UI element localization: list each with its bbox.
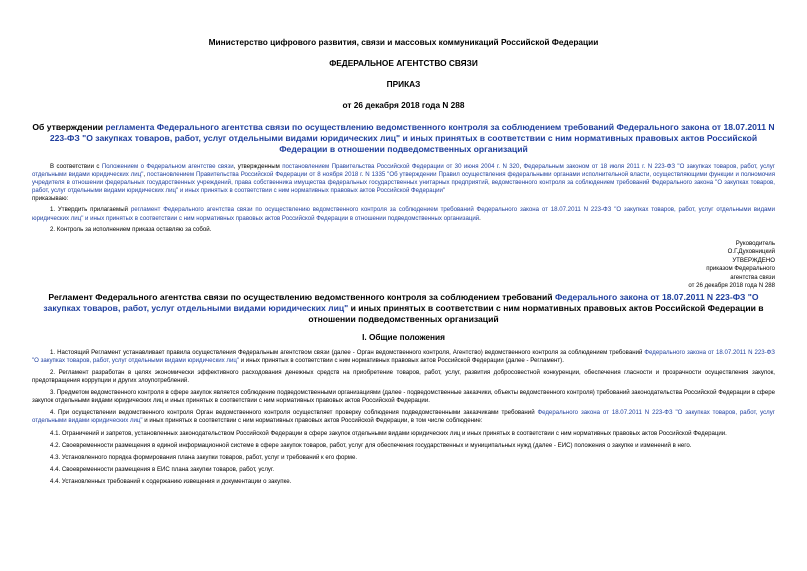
- order-item-1-end: .: [479, 214, 481, 222]
- link-government-decree-1335[interactable]: постановлением Правительства Российской Федерации от 8 ноября 2018 г. N 1335 "Об утверждении Правил осуществления федеральными органами исполнительной власти, осуществляющими функции и полномочия учредителя в отношении федеральных государственных учреждений, права собственника имущества федеральных государственных унитарных предприятий, ведомственного контроля за соблюдением требований Федерального закона "О закупках товаров, работ, услуг отдельными видами юридических лиц" и иных принятых в соответствии с ним нормативных правовых актов Российской Федерации": [32, 171, 776, 195]
- approved-agency: агентства связи: [730, 273, 775, 281]
- clause-4-1: 4.1. Ограничений и запретов, установленных законодательством Российской Федерации в сфере закупок отдельными видами юридических лиц и иных принятых в соответствии с ним нормативных правовых актов Российской Федерации.: [50, 429, 727, 437]
- clause-1-link[interactable]: Федерального закона от 18.07.2011 N 223-ФЗ "О закупках товаров, работ, услуг отдельными видами юридических лиц": [32, 348, 775, 364]
- clause-4-link[interactable]: Федерального закона от 18.07.2011 N 223-ФЗ "О закупках товаров, работ, услуг отдельными видами юридических лиц": [32, 409, 775, 425]
- agency-heading: ФЕДЕРАЛЬНОЕ АГЕНТСТВО СВЯЗИ: [329, 58, 478, 68]
- approved-label: УТВЕРЖДЕНО: [732, 256, 775, 264]
- clause-4-end: и иных принятых в соответствии с ним нормативных правовых актов Российской Федерации, в том числе соблюдение:: [142, 417, 483, 425]
- ministry-heading: Министерство цифрового развития, связи и массовых коммуникаций Российской Федерации: [208, 37, 599, 47]
- preamble: [32, 163, 775, 234]
- approved-date: от 26 декабря 2018 года N 288: [688, 282, 775, 290]
- order-title-prefix: Об утверждении: [32, 122, 106, 132]
- preamble-text-1: В соответствии с: [50, 163, 102, 170]
- link-agency-regulation[interactable]: Положением о Федеральном агентстве связи: [101, 163, 234, 170]
- clause-4-text: 4. При осуществлении ведомственного контроля Орган ведомственного контроля осуществляет проверку соблюдения подведомственными заказчиками требований: [50, 409, 538, 417]
- order-title-link[interactable]: регламента Федерального агентства связи по осуществлению ведомственного контроля за соблюдением требований Федерального закона от 18.07.2011 N 223-ФЗ "О закупках товаров, работ, услуг отдельными видами юридических лиц" и иных принятых в соответствии с ним нормативных правовых актов Российской Федерации в отношении подведомственных организаций: [49, 122, 775, 154]
- signature-block: [32, 240, 775, 291]
- link-government-decree-320[interactable]: постановлением Правительства Российской Федерации от 30 июня 2004 г. N 320: [282, 163, 520, 170]
- clause-4-4: 4.4. Своевременности размещения в ЕИС плана закупки товаров, работ, услуг.: [50, 465, 275, 473]
- preamble-text-2: , утвержденным: [233, 163, 283, 170]
- link-federal-law-223[interactable]: Федеральным законом от 18 июля 2011 г. N 223-ФЗ "О закупках товаров, работ, услуг отдельными видами юридических лиц": [32, 163, 776, 179]
- preamble-paragraph: [32, 163, 775, 195]
- regulation-title-text-1: Регламент Федерального агентства связи по осуществлению ведомственного контроля за соблюдением требований: [48, 291, 555, 302]
- clause-4-4b: 4.4. Установленных требований к содержанию извещения и документации о закупке.: [50, 477, 292, 485]
- order-item-2: 2. Контроль за исполнением приказа оставляю за собой.: [50, 225, 212, 233]
- clause-4-2: 4.2. Своевременности размещения в единой информационной системе в сфере закупок товаров, работ, услуг для обеспечения государственных и муниципальных нужд (далее - ЕИС) положения о закупке и изменений в него.: [50, 441, 692, 449]
- regulation-title-link[interactable]: Федерального закона от 18.07.2011 N 223-ФЗ "О закупках товаров, работ, услуг отдельными видами юридических лиц": [43, 291, 759, 313]
- clause-1-end: и иных принятых в соответствии с ним нормативных правовых актов Российской Федерации (далее - Регламент).: [239, 356, 564, 364]
- order-item-1-text: 1. Утвердить прилагаемый: [50, 206, 131, 214]
- approved-by-order: приказом Федерального: [706, 265, 775, 273]
- date-number-heading: от 26 декабря 2018 года N 288: [342, 100, 465, 110]
- clause-4: [32, 409, 775, 425]
- clause-1-text: 1. Настоящий Регламент устанавливает правила осуществления Федеральным агентством связи (далее - Орган ведомственного контроля, Агентство) ведомственного контроля за соблюдением требований: [50, 348, 645, 356]
- regulation-title-text-2: и иных принятых в соответствии с ним нормативных правовых актов Российской Федерации в отношении подведомственных организаций: [308, 302, 764, 324]
- signer-role: Руководитель: [735, 239, 775, 247]
- order-item-1: [32, 206, 775, 222]
- section-heading: I. Общие положения: [362, 331, 445, 342]
- doc-type-heading: ПРИКАЗ: [386, 79, 421, 89]
- order-verb: приказываю:: [32, 195, 69, 203]
- preamble-text-4: ,: [143, 171, 148, 179]
- clause-2: 2. Регламент разработан в целях экономически эффективного расходования денежных средств на приобретение товаров, работ, услуг, развития добросовестной конкуренции, обеспечения гласности и прозрачности осуществления закупок, предотвращения коррупции и других злоупотреблений.: [32, 368, 775, 385]
- clause-3: 3. Предметом ведомственного контроля в сфере закупок является соблюдение подведомственными организациями (далее - подведомственные заказчики, объекты ведомственного контроля) требований законодательства Российской Федерации в сфере закупок отдельными видами юридических лиц и иных принятых в соответствии с ним нормативных правовых актов Российской Федерации.: [32, 389, 775, 405]
- clause-4-3: 4.3. Установленного порядка формирования плана закупки товаров, работ, услуг и требований к его форме.: [50, 453, 358, 461]
- preamble-text-3: ,: [519, 163, 524, 170]
- signer-name: О.Г.Духовницкий: [727, 248, 775, 256]
- clause-1: [32, 349, 775, 365]
- section-body: [32, 349, 775, 486]
- order-title: [32, 122, 775, 155]
- link-regulation[interactable]: регламент Федерального агентства связи по осуществлению ведомственного контроля за соблюдением требований Федерального закона от 18.07.2011 N 223-ФЗ "О закупках товаров, работ, услуг отдельными видами юридических лиц" и иных принятых в соответствии с ним нормативных правовых актов Российской Федерации в отношении подведомственных организаций: [32, 206, 775, 222]
- regulation-title: [32, 292, 775, 325]
